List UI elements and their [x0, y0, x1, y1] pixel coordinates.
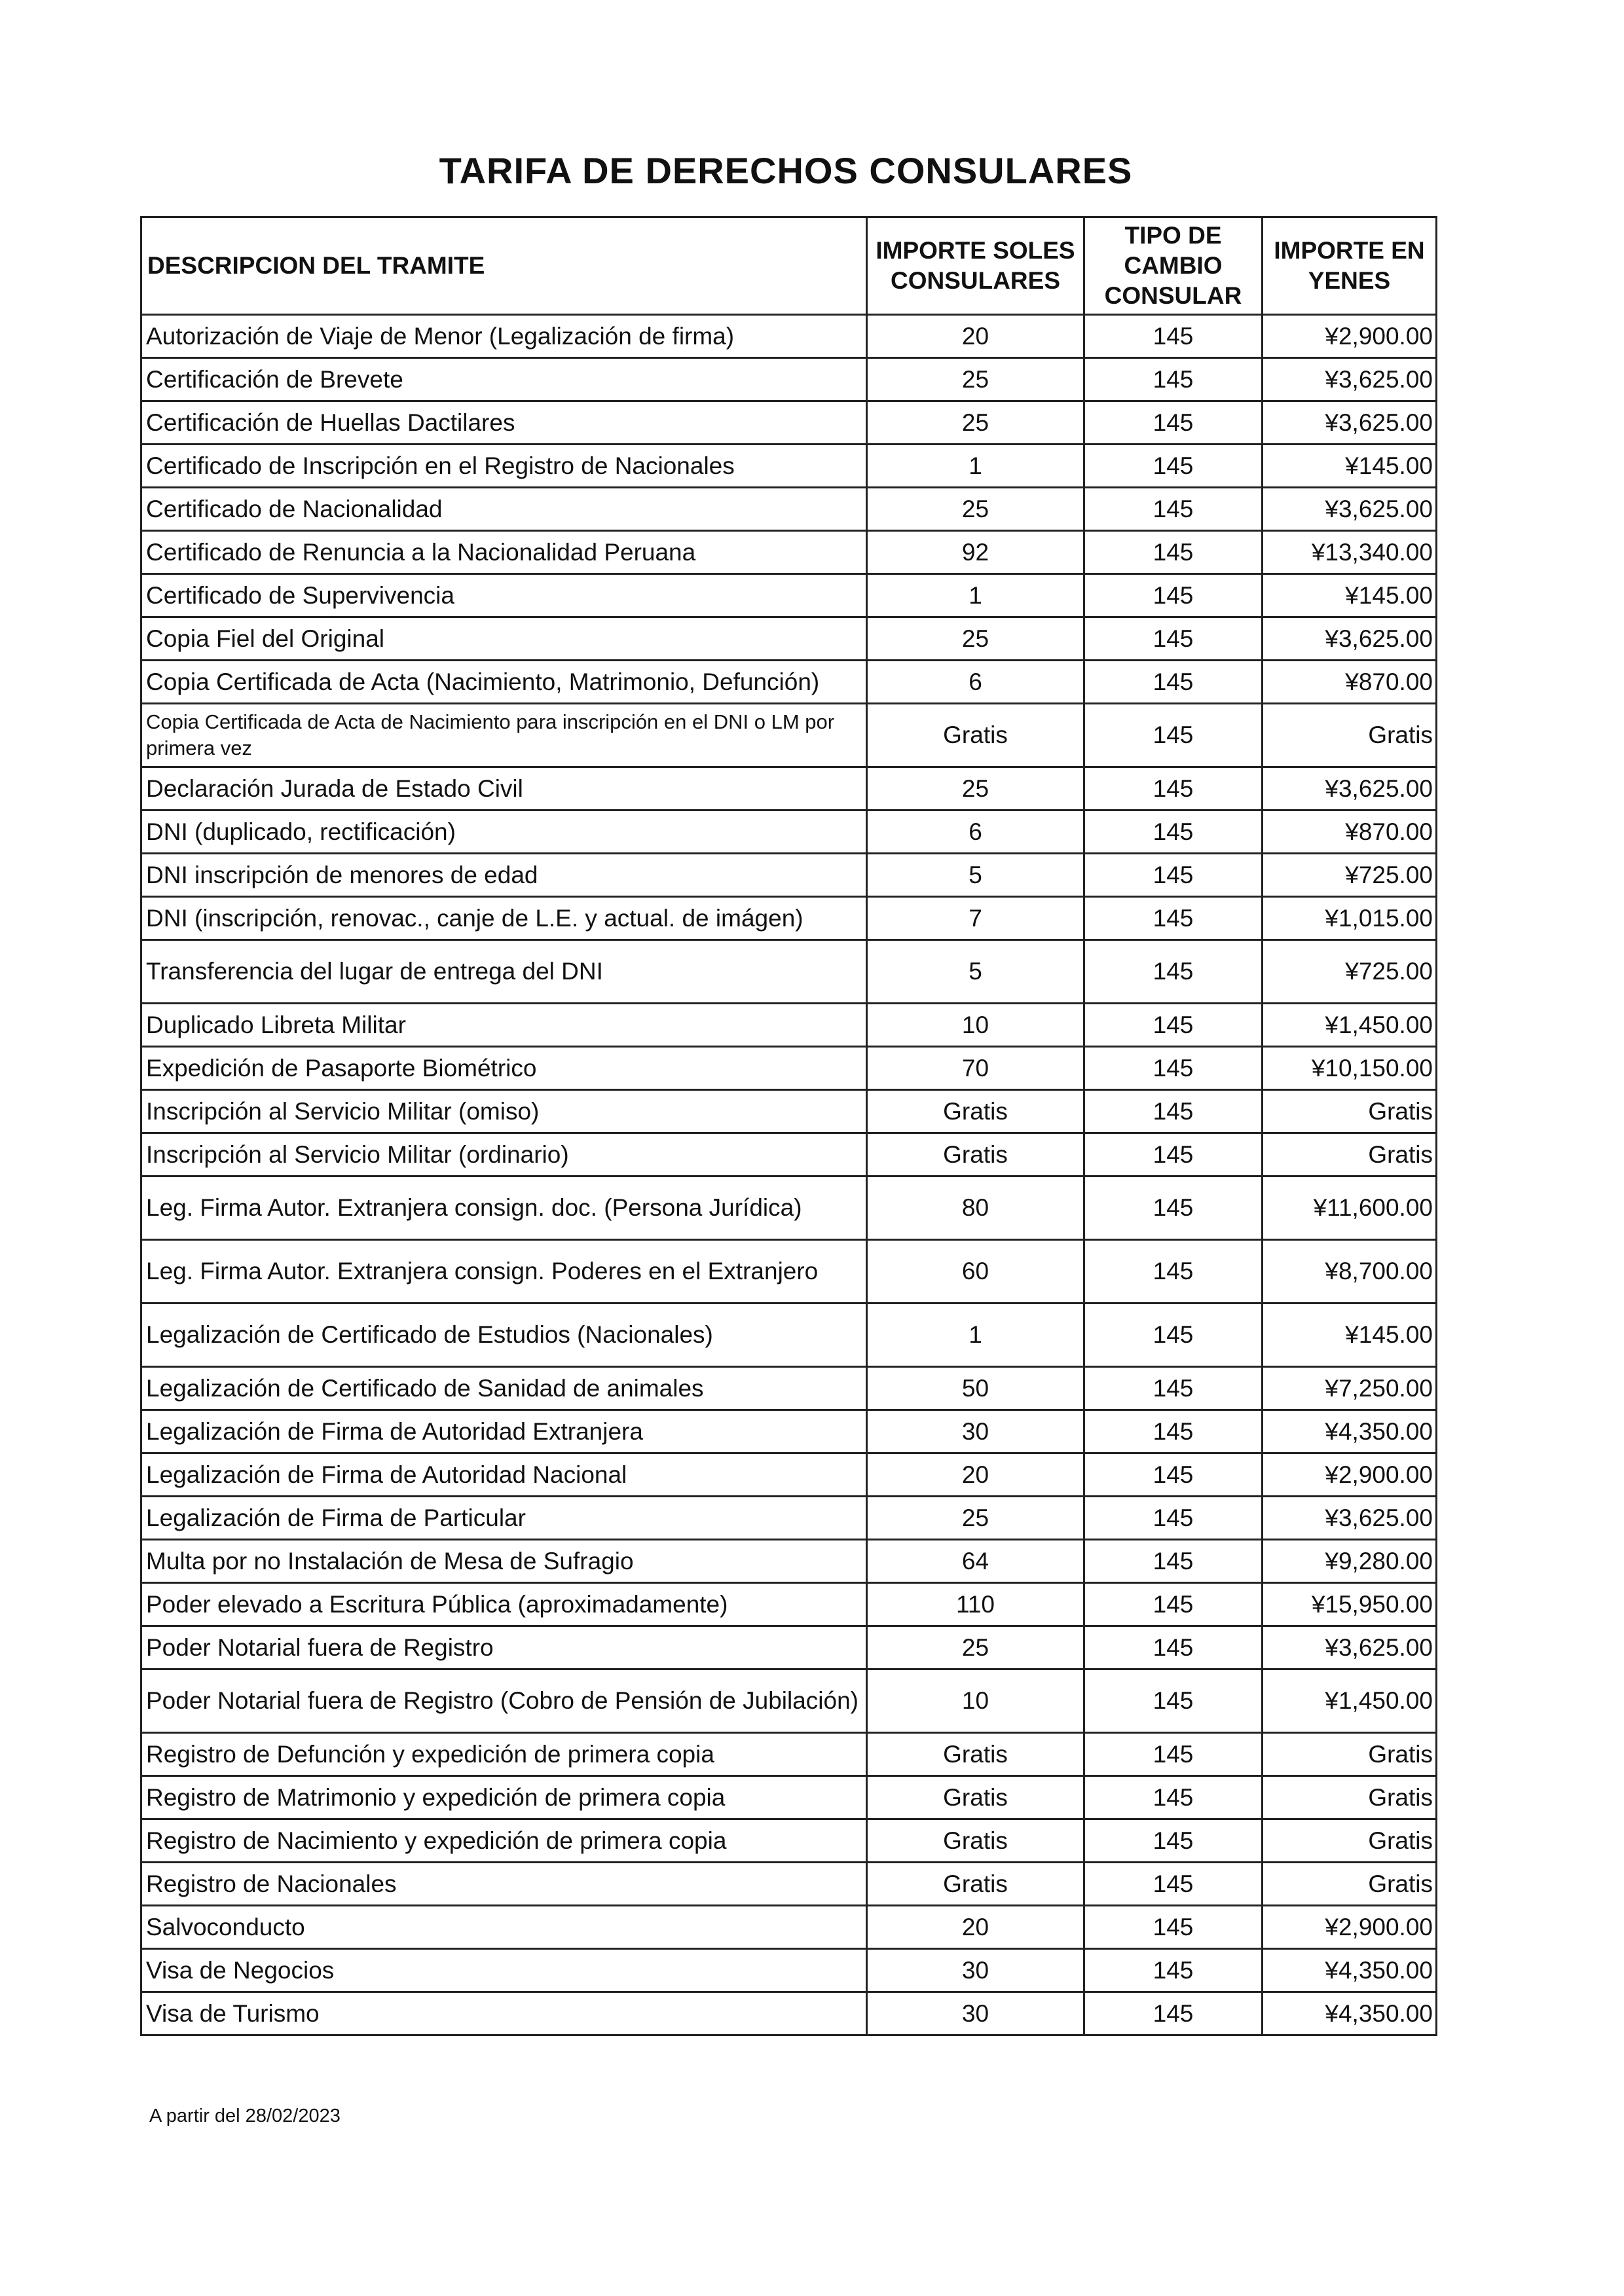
row-descripcion: Registro de Nacionales	[141, 1863, 867, 1906]
row-descripcion: Certificado de Nacionalidad	[141, 488, 867, 531]
row-descripcion: Certificado de Inscripción en el Registro de Nacionales	[141, 445, 867, 488]
row-importe-yenes: Gratis	[1263, 1733, 1437, 1776]
row-tipo-cambio: 145	[1084, 574, 1263, 617]
row-importe-soles: 50	[867, 1367, 1084, 1410]
table-row	[141, 854, 1437, 897]
table-body	[141, 315, 1437, 2035]
row-tipo-cambio: 145	[1084, 1863, 1263, 1906]
row-importe-yenes: ¥7,250.00	[1263, 1367, 1437, 1410]
row-tipo-cambio: 145	[1084, 1540, 1263, 1583]
row-importe-yenes: ¥870.00	[1263, 661, 1437, 704]
row-descripcion: Transferencia del lugar de entrega del DNI	[141, 940, 867, 1004]
table-row	[141, 1863, 1437, 1906]
table-row	[141, 1583, 1437, 1626]
row-descripcion: Leg. Firma Autor. Extranjera consign. Poderes en el Extranjero	[141, 1240, 867, 1303]
table-row	[141, 1367, 1437, 1410]
table-row	[141, 1240, 1437, 1303]
row-descripcion: Legalización de Firma de Autoridad Extranjera	[141, 1410, 867, 1453]
row-tipo-cambio: 145	[1084, 1906, 1263, 1949]
row-descripcion: Copia Certificada de Acta (Nacimiento, Matrimonio, Defunción)	[141, 661, 867, 704]
row-tipo-cambio: 145	[1084, 1410, 1263, 1453]
row-importe-yenes: ¥3,625.00	[1263, 1497, 1437, 1540]
row-importe-soles: 25	[867, 767, 1084, 811]
row-descripcion: Salvoconducto	[141, 1906, 867, 1949]
table-row	[141, 1992, 1437, 2035]
table-row	[141, 401, 1437, 445]
table-row	[141, 531, 1437, 574]
row-descripcion: Poder Notarial fuera de Registro	[141, 1626, 867, 1669]
header-descripcion: DESCRIPCION DEL TRAMITE	[141, 217, 867, 315]
header-importe-soles: IMPORTE SOLES CONSULARES	[867, 217, 1084, 315]
table-row	[141, 704, 1437, 767]
table-row	[141, 315, 1437, 358]
row-tipo-cambio: 145	[1084, 617, 1263, 661]
row-importe-yenes: Gratis	[1263, 1819, 1437, 1863]
row-tipo-cambio: 145	[1084, 1626, 1263, 1669]
row-descripcion: Registro de Matrimonio y expedición de primera copia	[141, 1776, 867, 1819]
row-importe-soles: 30	[867, 1949, 1084, 1992]
row-descripcion: Copia Certificada de Acta de Nacimiento para inscripción en el DNI o LM por primera vez	[141, 704, 867, 767]
row-importe-yenes: ¥2,900.00	[1263, 315, 1437, 358]
row-importe-yenes: ¥3,625.00	[1263, 488, 1437, 531]
row-importe-yenes: ¥1,450.00	[1263, 1669, 1437, 1733]
row-tipo-cambio: 145	[1084, 897, 1263, 940]
tariff-table	[140, 216, 1437, 2036]
row-descripcion: Certificado de Supervivencia	[141, 574, 867, 617]
row-importe-soles: 92	[867, 531, 1084, 574]
row-descripcion: Registro de Nacimiento y expedición de primera copia	[141, 1819, 867, 1863]
table-row	[141, 1133, 1437, 1176]
table-row	[141, 1410, 1437, 1453]
row-tipo-cambio: 145	[1084, 767, 1263, 811]
table-row	[141, 488, 1437, 531]
row-descripcion: Inscripción al Servicio Militar (ordinario)	[141, 1133, 867, 1176]
row-importe-soles: 10	[867, 1004, 1084, 1047]
document-title: TARIFA DE DERECHOS CONSULARES	[439, 150, 1133, 191]
row-importe-yenes: ¥15,950.00	[1263, 1583, 1437, 1626]
row-importe-yenes: Gratis	[1263, 1776, 1437, 1819]
row-descripcion: Declaración Jurada de Estado Civil	[141, 767, 867, 811]
table-row	[141, 1004, 1437, 1047]
row-importe-soles: 30	[867, 1410, 1084, 1453]
row-importe-yenes: ¥10,150.00	[1263, 1047, 1437, 1090]
row-importe-yenes: ¥9,280.00	[1263, 1540, 1437, 1583]
row-importe-soles: 20	[867, 315, 1084, 358]
row-importe-yenes: Gratis	[1263, 1090, 1437, 1133]
table-row	[141, 767, 1437, 811]
table-row	[141, 1949, 1437, 1992]
row-importe-yenes: ¥4,350.00	[1263, 1410, 1437, 1453]
row-importe-soles: Gratis	[867, 1863, 1084, 1906]
row-importe-yenes: ¥145.00	[1263, 574, 1437, 617]
table-row	[141, 574, 1437, 617]
row-tipo-cambio: 145	[1084, 488, 1263, 531]
header-tipo-cambio: TIPO DE CAMBIO CONSULAR	[1084, 217, 1263, 315]
row-tipo-cambio: 145	[1084, 940, 1263, 1004]
row-descripcion: Legalización de Firma de Autoridad Nacional	[141, 1453, 867, 1497]
table-row	[141, 358, 1437, 401]
table-row	[141, 1453, 1437, 1497]
table-row	[141, 1540, 1437, 1583]
row-importe-yenes: ¥145.00	[1263, 445, 1437, 488]
row-descripcion: Visa de Negocios	[141, 1949, 867, 1992]
row-importe-soles: Gratis	[867, 1133, 1084, 1176]
row-tipo-cambio: 145	[1084, 1367, 1263, 1410]
row-tipo-cambio: 145	[1084, 704, 1263, 767]
row-tipo-cambio: 145	[1084, 1004, 1263, 1047]
row-importe-yenes: Gratis	[1263, 1863, 1437, 1906]
table-row	[141, 661, 1437, 704]
row-importe-yenes: ¥145.00	[1263, 1303, 1437, 1367]
row-importe-soles: 64	[867, 1540, 1084, 1583]
row-descripcion: Duplicado Libreta Militar	[141, 1004, 867, 1047]
row-tipo-cambio: 145	[1084, 1133, 1263, 1176]
row-importe-yenes: ¥8,700.00	[1263, 1240, 1437, 1303]
row-descripcion: Leg. Firma Autor. Extranjera consign. doc. (Persona Jurídica)	[141, 1176, 867, 1240]
row-importe-soles: 10	[867, 1669, 1084, 1733]
row-importe-soles: 1	[867, 574, 1084, 617]
table-row	[141, 1669, 1437, 1733]
row-descripcion: Legalización de Certificado de Estudios (Nacionales)	[141, 1303, 867, 1367]
row-importe-yenes: ¥3,625.00	[1263, 617, 1437, 661]
row-descripcion: Legalización de Certificado de Sanidad de animales	[141, 1367, 867, 1410]
row-descripcion: Legalización de Firma de Particular	[141, 1497, 867, 1540]
table-header-row	[141, 217, 1437, 315]
row-descripcion: Inscripción al Servicio Militar (omiso)	[141, 1090, 867, 1133]
table-row	[141, 1303, 1437, 1367]
row-importe-yenes: ¥3,625.00	[1263, 401, 1437, 445]
row-descripcion: DNI (inscripción, renovac., canje de L.E. y actual. de imágen)	[141, 897, 867, 940]
row-tipo-cambio: 145	[1084, 1669, 1263, 1733]
row-importe-soles: 25	[867, 1497, 1084, 1540]
row-importe-soles: 25	[867, 488, 1084, 531]
row-tipo-cambio: 145	[1084, 1819, 1263, 1863]
row-importe-soles: 1	[867, 445, 1084, 488]
row-descripcion: Visa de Turismo	[141, 1992, 867, 2035]
row-importe-soles: 5	[867, 854, 1084, 897]
row-importe-yenes: Gratis	[1263, 1133, 1437, 1176]
table-row	[141, 940, 1437, 1004]
row-importe-yenes: ¥725.00	[1263, 854, 1437, 897]
row-importe-soles: 25	[867, 617, 1084, 661]
row-tipo-cambio: 145	[1084, 1992, 1263, 2035]
row-tipo-cambio: 145	[1084, 854, 1263, 897]
row-importe-soles: 25	[867, 1626, 1084, 1669]
row-importe-soles: 20	[867, 1453, 1084, 1497]
table-row	[141, 1906, 1437, 1949]
table-row	[141, 1819, 1437, 1863]
row-descripcion: Certificación de Brevete	[141, 358, 867, 401]
row-importe-soles: Gratis	[867, 1776, 1084, 1819]
effective-date-note: A partir del 28/02/2023	[149, 2105, 341, 2126]
row-tipo-cambio: 145	[1084, 1176, 1263, 1240]
row-importe-soles: 110	[867, 1583, 1084, 1626]
row-importe-soles: 60	[867, 1240, 1084, 1303]
row-importe-soles: Gratis	[867, 1733, 1084, 1776]
row-tipo-cambio: 145	[1084, 1090, 1263, 1133]
row-importe-soles: 25	[867, 358, 1084, 401]
row-tipo-cambio: 145	[1084, 401, 1263, 445]
row-descripcion: Expedición de Pasaporte Biométrico	[141, 1047, 867, 1090]
table-row	[141, 897, 1437, 940]
row-tipo-cambio: 145	[1084, 531, 1263, 574]
row-tipo-cambio: 145	[1084, 1497, 1263, 1540]
row-importe-yenes: ¥725.00	[1263, 940, 1437, 1004]
row-tipo-cambio: 145	[1084, 661, 1263, 704]
row-importe-soles: 80	[867, 1176, 1084, 1240]
row-importe-yenes: Gratis	[1263, 704, 1437, 767]
row-importe-yenes: ¥870.00	[1263, 811, 1437, 854]
table-row	[141, 1497, 1437, 1540]
row-importe-yenes: ¥2,900.00	[1263, 1453, 1437, 1497]
row-importe-soles: 20	[867, 1906, 1084, 1949]
row-descripcion: Copia Fiel del Original	[141, 617, 867, 661]
row-descripcion: Multa por no Instalación de Mesa de Sufragio	[141, 1540, 867, 1583]
row-tipo-cambio: 145	[1084, 1733, 1263, 1776]
row-tipo-cambio: 145	[1084, 811, 1263, 854]
row-descripcion: Poder elevado a Escritura Pública (aproximadamente)	[141, 1583, 867, 1626]
row-tipo-cambio: 145	[1084, 1583, 1263, 1626]
row-tipo-cambio: 145	[1084, 1453, 1263, 1497]
row-tipo-cambio: 145	[1084, 358, 1263, 401]
row-descripcion: DNI inscripción de menores de edad	[141, 854, 867, 897]
table-row	[141, 445, 1437, 488]
row-descripcion: DNI (duplicado, rectificación)	[141, 811, 867, 854]
row-descripcion: Poder Notarial fuera de Registro (Cobro de Pensión de Jubilación)	[141, 1669, 867, 1733]
row-importe-soles: 6	[867, 661, 1084, 704]
table-row	[141, 617, 1437, 661]
row-importe-soles: 70	[867, 1047, 1084, 1090]
row-tipo-cambio: 145	[1084, 1047, 1263, 1090]
row-importe-soles: 1	[867, 1303, 1084, 1367]
row-importe-soles: 30	[867, 1992, 1084, 2035]
row-tipo-cambio: 145	[1084, 315, 1263, 358]
table-row	[141, 1776, 1437, 1819]
row-importe-yenes: ¥4,350.00	[1263, 1949, 1437, 1992]
row-importe-yenes: ¥1,015.00	[1263, 897, 1437, 940]
row-importe-soles: Gratis	[867, 1090, 1084, 1133]
row-tipo-cambio: 145	[1084, 1949, 1263, 1992]
row-importe-soles: 7	[867, 897, 1084, 940]
row-importe-yenes: ¥4,350.00	[1263, 1992, 1437, 2035]
row-descripcion: Autorización de Viaje de Menor (Legalización de firma)	[141, 315, 867, 358]
row-importe-soles: 6	[867, 811, 1084, 854]
row-tipo-cambio: 145	[1084, 1240, 1263, 1303]
row-importe-soles: Gratis	[867, 704, 1084, 767]
header-importe-yenes: IMPORTE EN YENES	[1263, 217, 1437, 315]
row-descripcion: Registro de Defunción y expedición de primera copia	[141, 1733, 867, 1776]
row-descripcion: Certificación de Huellas Dactilares	[141, 401, 867, 445]
row-tipo-cambio: 145	[1084, 1303, 1263, 1367]
table-row	[141, 1090, 1437, 1133]
row-importe-yenes: ¥1,450.00	[1263, 1004, 1437, 1047]
row-importe-soles: 5	[867, 940, 1084, 1004]
table-row	[141, 1047, 1437, 1090]
row-tipo-cambio: 145	[1084, 445, 1263, 488]
row-importe-yenes: ¥11,600.00	[1263, 1176, 1437, 1240]
row-tipo-cambio: 145	[1084, 1776, 1263, 1819]
row-importe-yenes: ¥3,625.00	[1263, 767, 1437, 811]
table-row	[141, 1626, 1437, 1669]
row-importe-yenes: ¥3,625.00	[1263, 358, 1437, 401]
row-importe-soles: 25	[867, 401, 1084, 445]
table-row	[141, 811, 1437, 854]
row-importe-yenes: ¥3,625.00	[1263, 1626, 1437, 1669]
table-row	[141, 1733, 1437, 1776]
row-descripcion: Certificado de Renuncia a la Nacionalidad Peruana	[141, 531, 867, 574]
row-importe-yenes: ¥13,340.00	[1263, 531, 1437, 574]
table-row	[141, 1176, 1437, 1240]
row-importe-soles: Gratis	[867, 1819, 1084, 1863]
row-importe-yenes: ¥2,900.00	[1263, 1906, 1437, 1949]
